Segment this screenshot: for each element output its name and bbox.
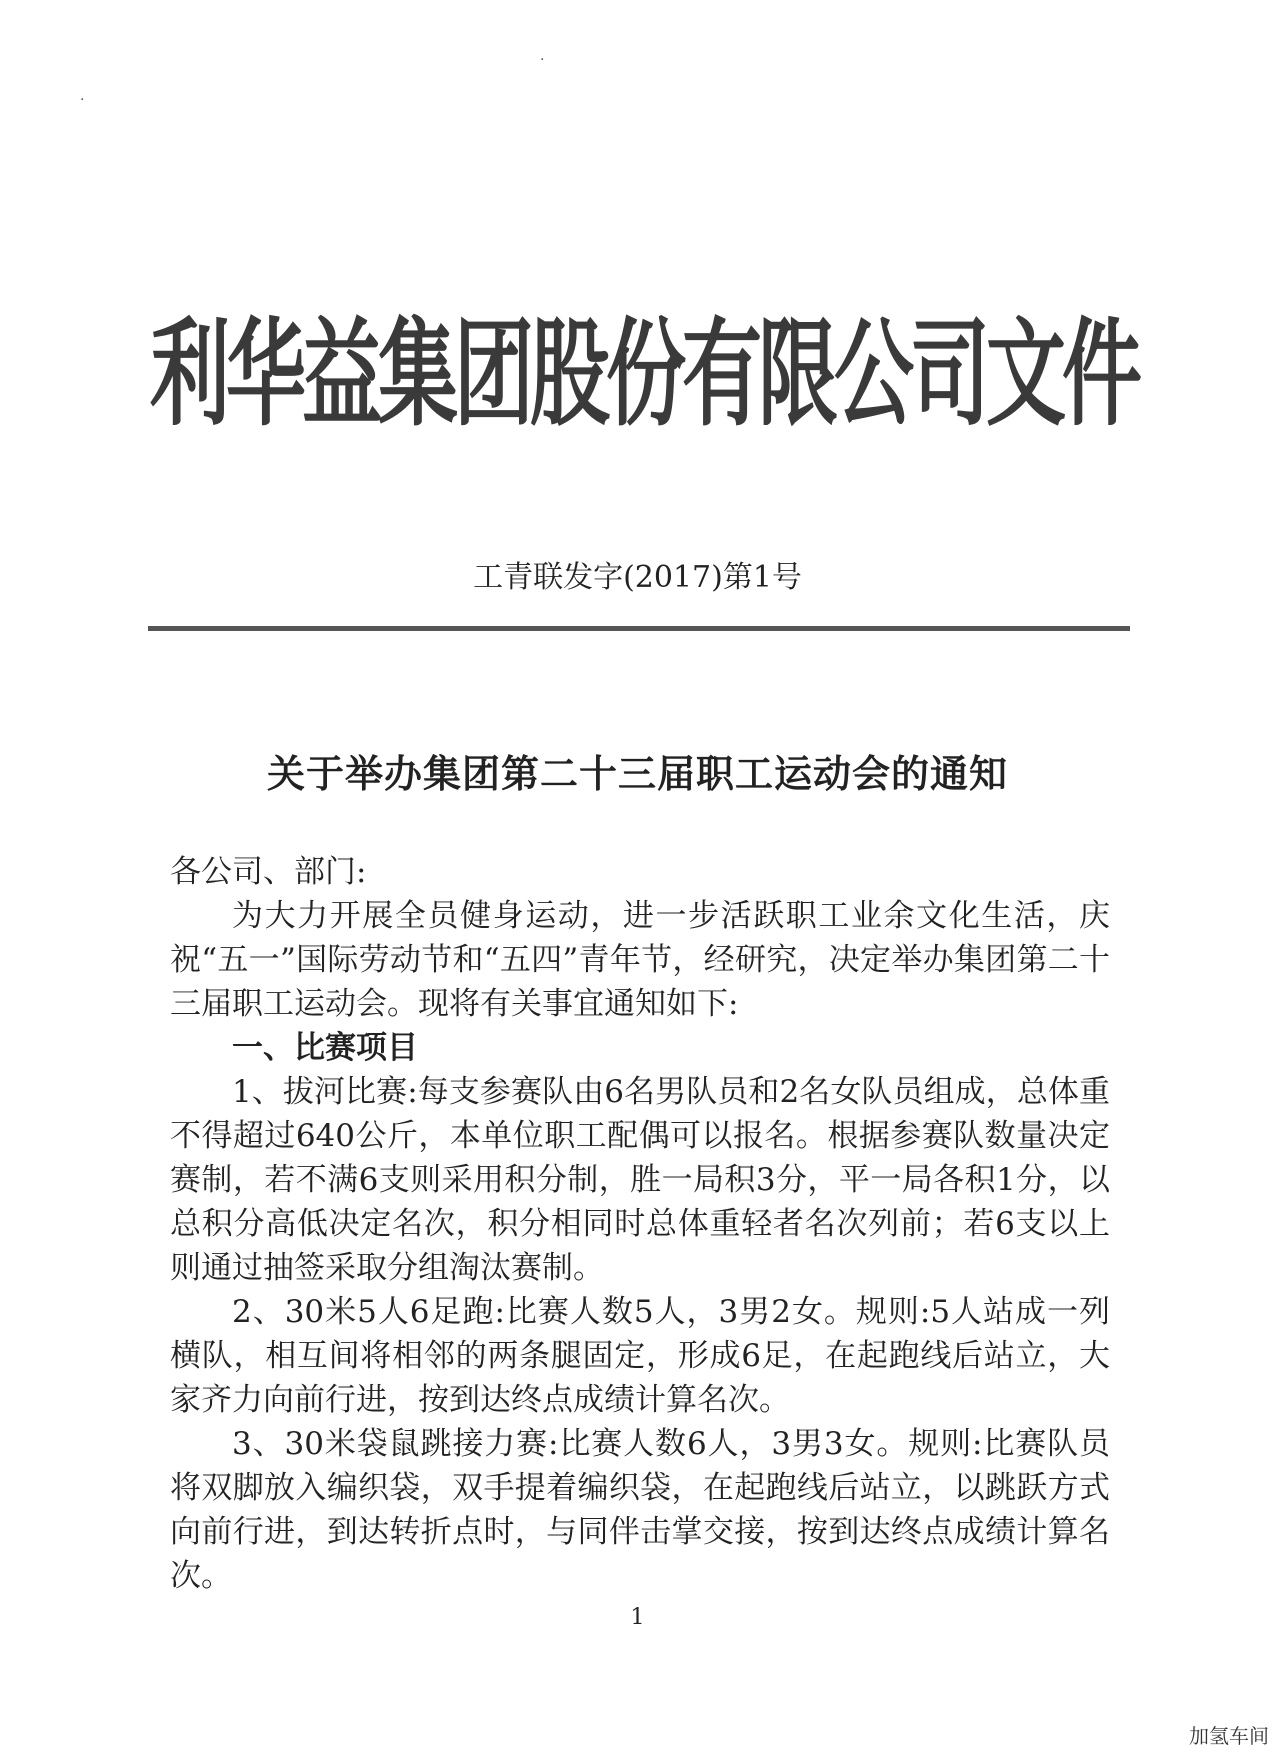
intro-paragraph: 为大力开展全员健身运动，进一步活跃职工业余文化生活，庆祝“五一”国际劳动节和“五四”青年节，经研究，决定举办集团第二十三届职工运动会。现将有关事宜通知如下: (170, 898, 1110, 1022)
section-heading: 一、比赛项目 (232, 1030, 418, 1066)
page-number: 1 (630, 1605, 645, 1630)
document-header-title: 利华益集团股份有限公司文件 (150, 306, 1138, 442)
scan-speck: · (540, 52, 545, 68)
watermark-text: 加氢车间 (1189, 1724, 1269, 1748)
item-tug-of-war: 1、拔河比赛:每支参赛队由6名男队员和2名女队员组成，总体重不得超过640公斤，本单位职工配偶可以报名。根据参赛队数量决定赛制，若不满6支则采用积分制，胜一局积3分，平一局各积1分，以总积分高低决定名次，积分相同时总体重轻者名次列前；若6支以上则通过抽签采取分组淘汰赛制。 (170, 1074, 1110, 1286)
salutation: 各公司、部门: (170, 854, 367, 890)
document-body (170, 850, 1110, 1598)
document-number: 工青联发字(2017)第1号 (473, 560, 802, 595)
header-rule (148, 626, 1130, 631)
item-kangaroo-relay: 3、30米袋鼠跳接力赛:比赛人数6人，3男3女。规则:比赛队员将双脚放入编织袋，双手提着编织袋，在起跑线后站立，以跳跃方式向前行进，到达转折点时，与同伴击掌交接，按到达终点成绩计算名次。 (170, 1426, 1110, 1594)
item-five-person-six-leg-race: 2、30米5人6足跑:比赛人数5人，3男2女。规则:5人站成一列横队，相互间将相邻的两条腿固定，形成6足，在起跑线后站立，大家齐力向前行进，按到达终点成绩计算名次。 (170, 1294, 1110, 1418)
scan-speck: · (80, 92, 85, 108)
notice-title: 关于举办集团第二十三届职工运动会的通知 (266, 751, 1008, 796)
